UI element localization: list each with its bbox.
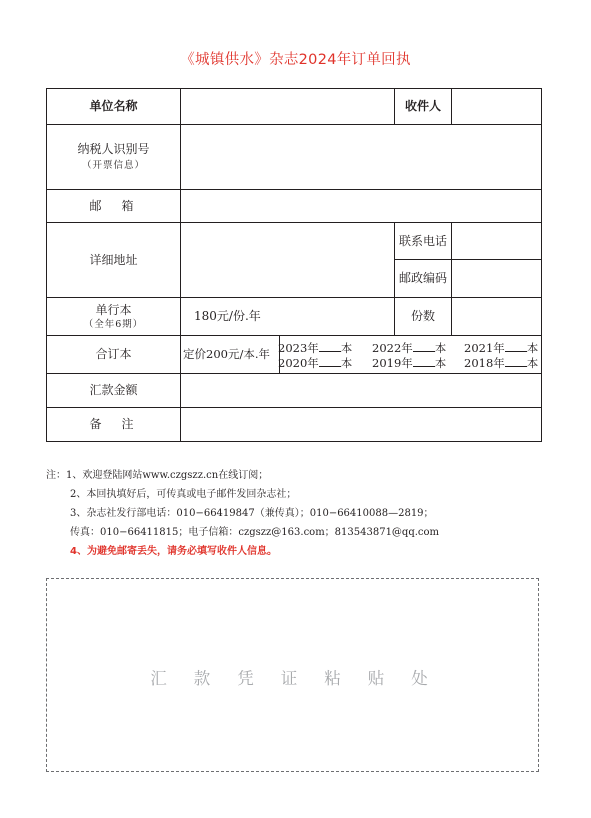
recipient-label: 收件人 — [395, 89, 452, 125]
bound-volume-label: 合订本 — [47, 336, 181, 374]
year-2022[interactable]: 2022年 本 — [372, 340, 447, 355]
bound-years-cell — [280, 336, 542, 374]
copies-label: 份数 — [395, 298, 452, 336]
unit-name-field[interactable] — [181, 89, 395, 125]
phone-field[interactable] — [452, 223, 542, 260]
postcode-field[interactable] — [452, 260, 542, 298]
row-email — [47, 190, 542, 223]
note-1: 注：1、欢迎登陆网站www.czgszz.cn在线订阅； — [46, 470, 269, 481]
row-bound-volume — [47, 336, 542, 374]
note-2: 2、本回执填好后，可传真或电子邮件发回杂志社； — [70, 489, 297, 500]
copies-field[interactable] — [452, 298, 542, 336]
postcode-label: 邮政编码 — [395, 260, 452, 298]
address-label: 详细地址 — [47, 223, 181, 298]
note-5: 4、为避免邮寄丢失，请务必填写收件人信息。 — [70, 546, 277, 557]
single-issue-label: 单行本 — [95, 302, 132, 317]
remit-amount-field[interactable] — [181, 374, 542, 408]
single-issue-price: 180元/份.年 — [181, 298, 395, 336]
bound-years — [280, 338, 541, 372]
remit-amount-label: 汇款金额 — [47, 374, 181, 408]
recipient-field[interactable] — [452, 89, 542, 125]
year-2018[interactable]: 2018年 本 — [464, 355, 539, 370]
row-single-issue — [47, 298, 542, 336]
tax-id-label-cell — [47, 125, 181, 190]
single-issue-label-cell — [47, 298, 181, 336]
email-field[interactable] — [181, 190, 542, 223]
paste-area-label: 汇款凭证粘贴处 — [150, 669, 455, 688]
tax-id-field[interactable] — [181, 125, 542, 190]
year-2020[interactable]: 2020年 本 — [278, 355, 353, 370]
row-unit-name — [47, 89, 542, 125]
row-remarks — [47, 408, 542, 442]
single-issue-sublabel: （全年6期） — [83, 318, 144, 330]
address-field[interactable] — [181, 223, 395, 298]
remittance-paste-area — [46, 578, 539, 772]
phone-label: 联系电话 — [395, 223, 452, 260]
note-4: 传真：010−66411815；电子信箱：czgszz@163.com；813543871@qq.com — [70, 527, 440, 538]
note-3: 3、杂志社发行部电话：010−66419847（兼传真）；010−66410088—2819； — [70, 508, 434, 519]
row-remit-amount — [47, 374, 542, 408]
tax-id-label: 纳税人识别号 — [77, 142, 150, 157]
year-2023[interactable]: 2023年 本 — [278, 340, 353, 355]
remarks-field[interactable] — [181, 408, 542, 442]
remarks-label: 备 注 — [47, 408, 181, 442]
year-2019[interactable]: 2019年 本 — [372, 355, 447, 370]
order-form-table — [46, 88, 542, 442]
year-2021[interactable]: 2021年 本 — [464, 340, 539, 355]
bound-volume-price: 定价200元/本.年 — [181, 336, 280, 374]
email-label: 邮 箱 — [47, 190, 181, 223]
unit-name-label: 单位名称 — [47, 89, 181, 125]
page-title: 《城镇供水》杂志2024年订单回执 — [180, 52, 411, 68]
row-address-phone — [47, 223, 542, 260]
row-tax-id — [47, 125, 542, 190]
tax-id-sublabel: （开票信息） — [81, 160, 145, 172]
